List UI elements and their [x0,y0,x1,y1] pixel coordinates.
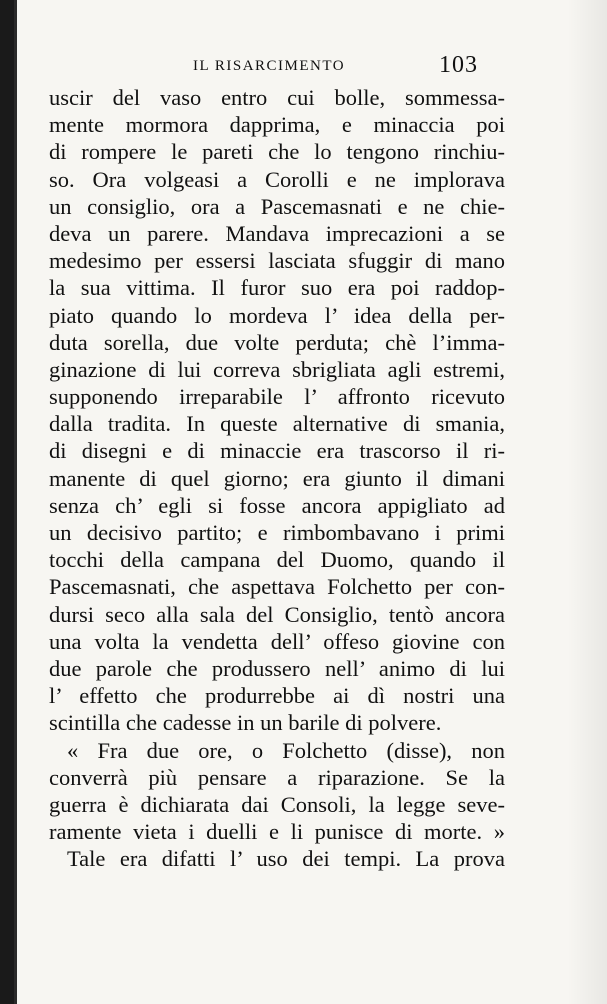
text-line: guerra è dichiarata dai Consoli, la legge seve- [49,791,505,817]
text-line: di rompere le pareti che lo tengono rinchiu- [49,139,505,165]
text-line: « Fra due ore, o Folchetto (disse), non [67,737,505,763]
text-line: converrà più pensare a riparazione. Se la [49,764,505,790]
text-line: di disegni e di minaccie era trascorso il ri- [49,438,505,464]
text-line: ramente vieta i duelli e li punisce di morte. » [49,819,505,845]
text-line: supponendo irreparabile l’ affronto ricevuto [49,384,505,410]
text-line: l’ effetto che produrrebbe ai dì nostri una [49,683,505,709]
text-line: senza ch’ egli si fosse ancora appigliato ad [49,492,505,518]
text-line: piato quando lo mordeva l’ idea della per- [49,302,505,328]
book-page [14,0,607,1004]
page-header [17,52,607,80]
text-line: duta sorella, due volte perduta; chè l’imma- [49,329,505,355]
text-line: tocchi della campana del Duomo, quando il [49,547,505,573]
running-head: IL RISARCIMENTO [193,58,346,74]
text-line: la sua vittima. Il furor suo era poi raddop- [49,275,505,301]
body-text [49,84,505,872]
text-line: un decisivo partito; e rimbombavano i primi [49,520,505,545]
text-line: una volta la vendetta dell’ offeso giovine con [49,628,505,654]
text-line: due parole che produssero nell’ animo di lui [49,655,505,681]
text-line: deva un parere. Mandava imprecazioni a se [49,220,505,246]
text-line: so. Ora volgeasi a Corolli e ne implorava [49,166,505,192]
text-line: medesimo per essersi lasciata sfuggir di mano [49,248,505,274]
text-line: ginazione di lui correva sbrigliata agli estremi, [49,356,505,382]
text-line: mente mormora dapprima, e minaccia poi [49,112,505,138]
text-line: manente di quel giorno; era giunto il dimani [49,465,505,491]
text-line: Tale era difatti l’ uso dei tempi. La prova [67,846,505,872]
text-line: Pascemasnati, che aspettava Folchetto per con- [49,574,505,600]
text-line: dalla tradita. In queste alternative di smania, [49,411,505,437]
text-line: dursi seco alla sala del Consiglio, tentò ancora [49,601,505,627]
page-number: 103 [439,52,478,78]
text-line: un consiglio, ora a Pascemasnati e ne chie- [49,193,505,219]
text-line: scintilla che cadesse in un barile di polvere. [49,710,442,736]
text-line: uscir del vaso entro cui bolle, sommessa- [49,85,505,110]
page-edge-shadow [567,0,607,1004]
